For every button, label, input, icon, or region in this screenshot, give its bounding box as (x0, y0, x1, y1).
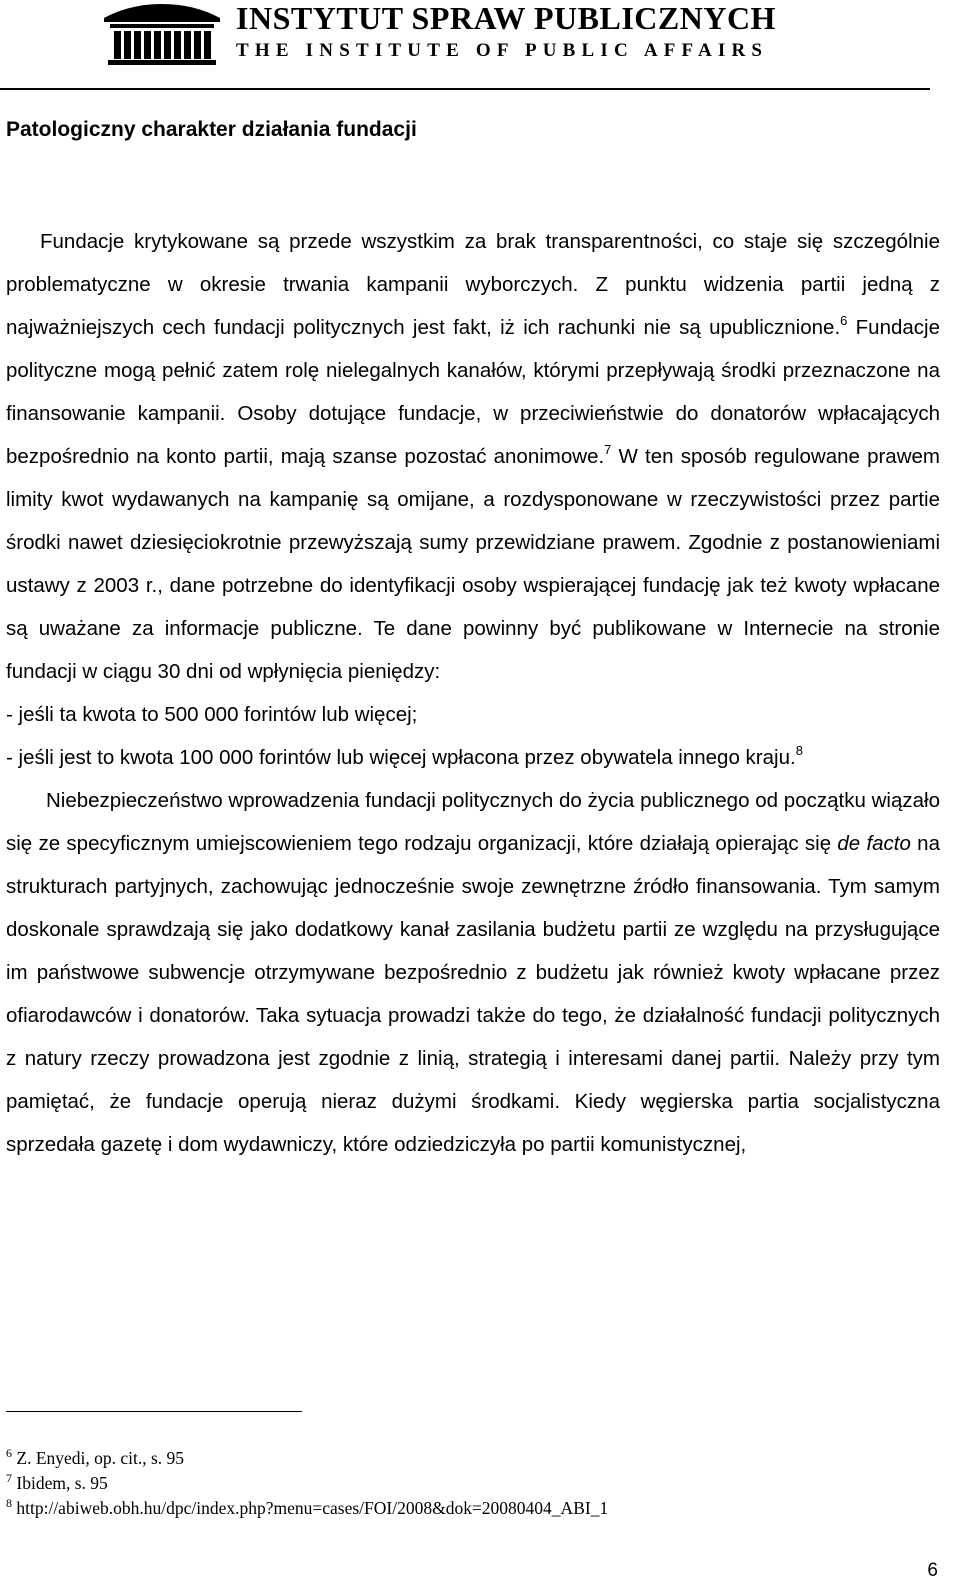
footnote-ref-8[interactable]: 8 (795, 743, 803, 758)
paragraph-2-part-b: na strukturach partyjnych, zachowując jednocześnie swoje zewnętrzne źródło finansowania. Tym samym doskonale sprawdzają się jako dodatkowy kanał zasilania budżetu partii ze względu na przysługujące im państwowe subwencje otrzymywane bezpośrednio z budżetu jak również kwoty wpłacane przez ofiarodawców i donatorów. Taka sytuacja prowadzi także do tego, że działalność fundacji politycznych z natury rzeczy prowadzona jest zgodnie z linią, strategią i interesami danej partii. Należy przy tym pamiętać, że fundacje operują nieraz dużymi środkami. Kiedy węgierska partia socjalistyczna sprzedała gazetę i dom wydawniczy, które odziedziczyła po partii komunistycznej, (6, 832, 940, 1156)
footnote-text: Z. Enyedi, op. cit., s. 95 (16, 1448, 185, 1468)
paragraph-1-part-b: Fundacje polityczne mogą pełnić zatem rolę nielegalnych kanałów, którymi przepływają środki przeznaczone na finansowanie kampanii. Osoby dotujące fundacje, w przeciwieństwie do donatorów wpłacających bezpośrednio na konto partii, mają szanse pozostać anonimowe. (6, 316, 940, 468)
main-text (6, 220, 940, 1166)
paragraph-1-part-a: Fundacje krytykowane są przede wszystkim za brak transparentności, co staje się szczególnie problematyczne w okresie trwania kampanii wyborczych. Z punktu widzenia partii jedną z najważniejszych cech fundacji politycznych jest fakt, iż ich rachunki nie są upublicznione. (6, 230, 940, 339)
columns-logo-icon (100, 4, 224, 66)
page-header (0, 0, 960, 96)
footnote-ref-7[interactable]: 7 (604, 442, 612, 457)
footnote-num: 7 (6, 1471, 12, 1485)
bullet-1: - jeśli ta kwota to 500 000 forintów lub więcej; (6, 703, 418, 726)
section-title: Patologiczny charakter działania fundacji (6, 118, 417, 141)
institute-name-pl: INSTYTUT SPRAW PUBLICZNYCH (236, 0, 776, 36)
footnote-divider (6, 1411, 302, 1412)
institute-name-en: THE INSTITUTE OF PUBLIC AFFAIRS (236, 40, 769, 61)
paragraph-1-part-c: W ten sposób regulowane prawem limity kwot wydawanych na kampanię są omijane, a rozdysponowane w rzeczywistości przez partie środki nawet dziesięciokrotnie przewyższają sumy przewidziane prawem. Zgodnie z postanowieniami ustawy z 2003 r., dane potrzebne do identyfikacji osoby wspierającej fundację jak też kwoty wpłacane są uważane za informacje publiczne. Te dane powinny być publikowane w Internecie na stronie fundacji w ciągu 30 dni od wpłynięcia pieniędzy: (6, 445, 940, 683)
bullet-2-text: - jeśli jest to kwota 100 000 forintów lub więcej wpłacona przez obywatela innego kraju. (6, 746, 796, 769)
footnote-6 (6, 1446, 608, 1471)
footnote-text: Ibidem, s. 95 (16, 1473, 108, 1493)
page-number: 6 (927, 1560, 938, 1581)
footnote-num: 6 (6, 1446, 12, 1460)
bullet-2 (6, 736, 940, 779)
paragraph-2-italic: de facto (837, 832, 911, 855)
footnotes (6, 1446, 608, 1521)
footnote-ref-6[interactable]: 6 (840, 313, 848, 328)
paragraph-2-part-a: Niebezpieczeństwo wprowadzenia fundacji politycznych do życia publicznego od początku wiązało się ze specyficznym umiejscowieniem tego rodzaju organizacji, które działają opierając się (6, 789, 940, 855)
paragraph-2 (6, 779, 940, 1166)
footnote-num: 8 (6, 1496, 12, 1510)
footnote-7 (6, 1471, 608, 1496)
paragraph-1 (6, 220, 940, 693)
footnote-8 (6, 1496, 608, 1521)
footnote-link[interactable]: http://abiweb.obh.hu/dpc/index.php?menu=cases/FOI/2008&dok=20080404_ABI_1 (16, 1498, 609, 1518)
header-divider (0, 88, 930, 90)
